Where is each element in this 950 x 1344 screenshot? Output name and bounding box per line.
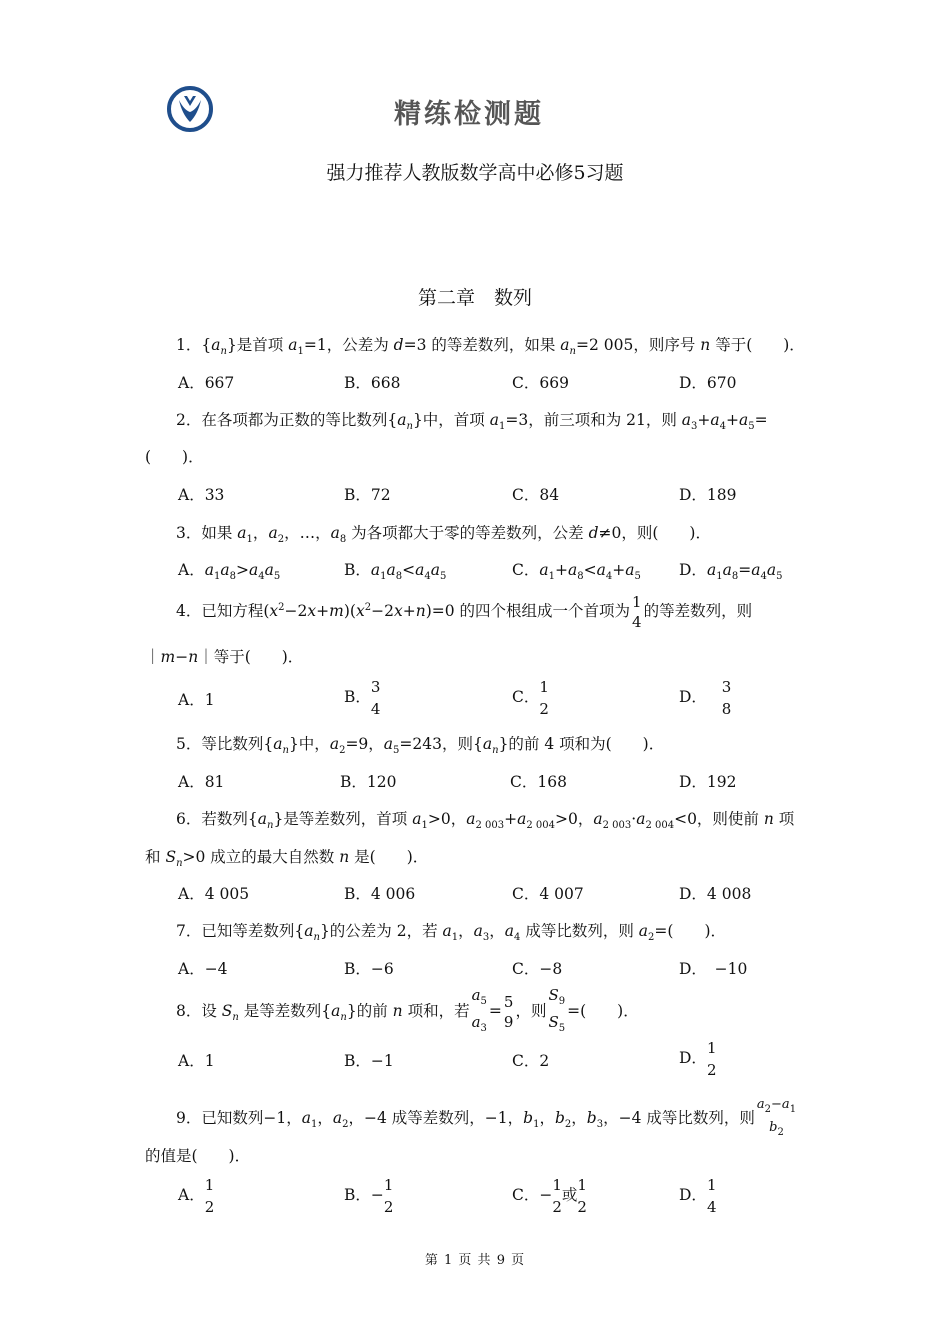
q2-option-a: A．33 (178, 486, 225, 504)
ratio-fraction: $a_2-a_1$ $b_2$ (756, 1097, 797, 1138)
question-2-line-2: ( )． (145, 448, 204, 466)
q9-option-a: A． 1 2 (178, 1176, 215, 1216)
q4-option-a: A．1 (178, 691, 215, 709)
q4-option-d: D． 3 8 (679, 678, 732, 718)
q8-option-a: A．1 (178, 1052, 215, 1070)
question-2: 2．在各项都为正数的等比数列$\{a_n\}$中，首项 $a_1=3$，前三项和为 21，则 $a_3+a_4+a_5=$ (176, 411, 768, 432)
q3-option-b: B．$a_1a_8<a_4a_5$ (344, 561, 447, 582)
q7-option-c: C．−8 (512, 960, 563, 978)
q3-option-c: C．$a_1+a_8<a_4+a_5$ (512, 561, 641, 582)
q5-option-b: B．120 (340, 773, 397, 791)
q1-option-c: C．669 (512, 374, 569, 392)
q6-option-d: D．4 008 (679, 885, 752, 903)
chapter-title: 第二章 数列 (417, 287, 532, 309)
question-9-line-2: 的值是( )． (145, 1147, 251, 1165)
a5-over-a3-fraction: $a_5$ $a_3$ (471, 986, 487, 1034)
q8-option-c: C．2 (512, 1052, 550, 1070)
q3-option-a: A．$a_1a_8>a_4a_5$ (178, 561, 281, 582)
q2-option-d: D．189 (679, 486, 737, 504)
question-3: 3．如果 $a_1$，$a_2$，…，$a_8$ 为各项都大于零的等差数列，公差 d≠0，则( )． (176, 524, 711, 545)
page-subtitle: 强力推荐人教版数学高中必修5习题 (326, 162, 624, 184)
question-1: 1．$\{a_n\}$是首项 $a_1=1$，公差为 d=3 的等差数列，如果 $a_n=2$ 005，则序号 n 等于( )． (176, 336, 805, 357)
q1-option-b: B．668 (344, 374, 401, 392)
q7-option-b: B．−6 (344, 960, 394, 978)
q9-option-d: D． 1 4 (679, 1176, 717, 1216)
question-7: 7．已知等差数列$\{a_n\}$的公差为 2，若 $a_1$，$a_3$，$a_4$ 成等比数列，则 $a_2=$( )． (176, 922, 726, 943)
question-8: 8．设 $S_n$ 是等差数列$\{a_n\}$的前 n 项和，若 $a_5$ $a_3$ = 5 9 ，则 $S_9$ $S_5$ =( )． (176, 985, 639, 1039)
question-4-line-2: ｜m−n｜等于( )． (145, 648, 304, 666)
q6-option-b: B．4 006 (344, 885, 416, 903)
q9-option-c: C．− 1 2 或 1 2 (512, 1176, 587, 1216)
q1-option-d: D．670 (679, 374, 737, 392)
s9-over-s5-fraction: $S_9$ $S_5$ (548, 986, 566, 1034)
q9-option-b: B．− 1 2 (344, 1176, 394, 1216)
logo-icon (166, 84, 214, 134)
q6-option-a: A．4 005 (178, 885, 250, 903)
question-6: 6．若数列$\{a_n\}$是等差数列，首项 $a_1>0$，$a_{2 003}+a_{2 004}>0$，$a_{2 003}\cdot a_{2 004}<0$，则使前 n 项 (176, 810, 795, 831)
question-6-line-2: 和 $S_n>0$ 成立的最大自然数 n 是( )． (145, 848, 429, 869)
q7-option-d: D． −10 (679, 960, 748, 978)
q7-option-a: A．−4 (178, 960, 228, 978)
q5-option-a: A．81 (178, 773, 225, 791)
q4-option-b: B． 3 4 (344, 678, 381, 718)
q2-option-b: B．72 (344, 486, 391, 504)
five-ninths-fraction: 5 9 (503, 993, 514, 1031)
q5-option-d: D．192 (679, 773, 737, 791)
page-footer: 第 1 页 共 9 页 (424, 1253, 526, 1268)
question-4: 4．已知方程$(x^2-2x+m)(x^2-2x+n)=0$ 的四个根组成一个首项为 1 4 的等差数列，则 (176, 593, 753, 631)
brand-title: 精练检测题 (394, 99, 544, 130)
question-9: 9．已知数列−1，$a_1$，$a_2$，−4 成等差数列，−1，$b_1$，$b_2$，$b_3$，−4 成等比数列，则 $a_2-a_1$ $b_2$ (176, 1096, 798, 1142)
q3-option-d: D．$a_1a_8=a_4a_5$ (679, 561, 783, 582)
q8-option-d: D． 1 2 (679, 1039, 717, 1079)
q6-option-c: C．4 007 (512, 885, 584, 903)
q5-option-c: C．168 (510, 773, 567, 791)
q2-option-c: C．84 (512, 486, 560, 504)
q8-option-b: B．−1 (344, 1052, 394, 1070)
first-term-fraction: 1 4 (632, 593, 642, 631)
q4-option-c: C． 1 2 (512, 678, 549, 718)
question-5: 5．等比数列$\{a_n\}$中，$a_2=9$，$a_5=243$，则$\{a_n\}$的前 4 项和为( )． (176, 735, 665, 756)
q1-option-a: A．667 (178, 374, 235, 392)
